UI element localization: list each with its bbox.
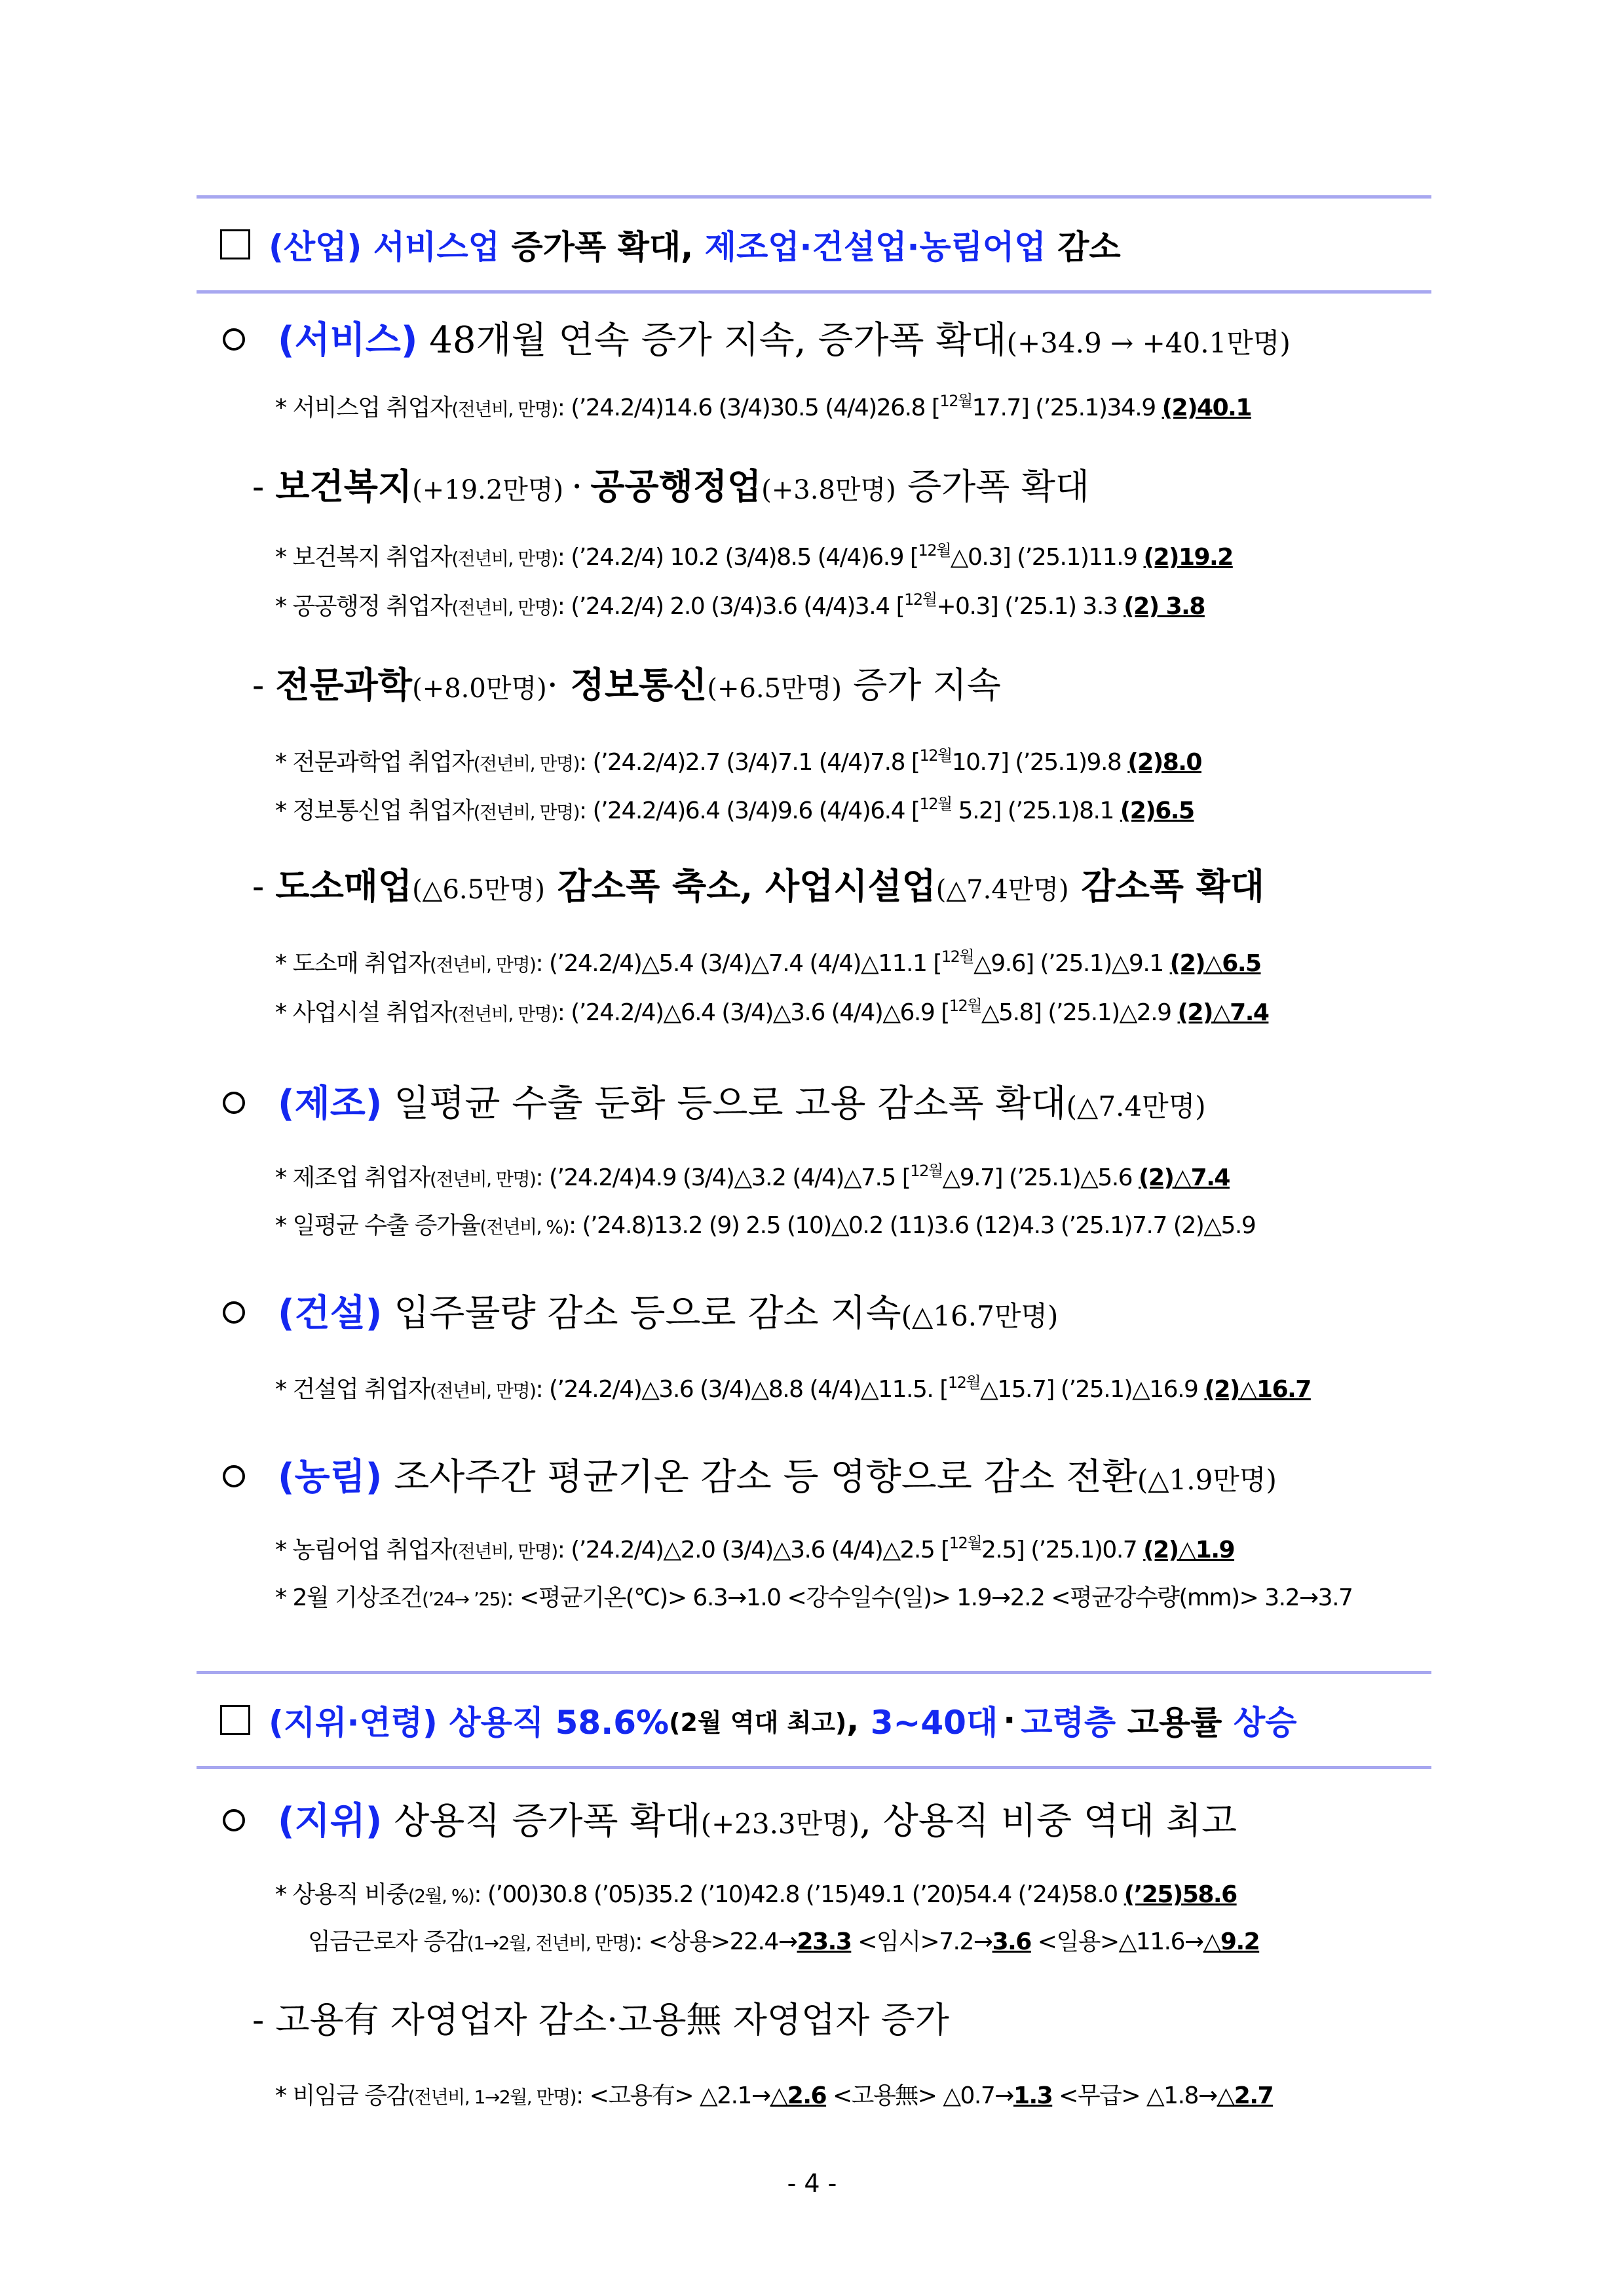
note-b: : (’24.2/4)△5.4 (3/4)△7.4 (4/4)△11.1 [ [535, 950, 941, 977]
bullet-services [223, 311, 1291, 364]
note-sup: 12월 [910, 1162, 943, 1180]
note-u3: △9.2 [1203, 1928, 1260, 1955]
note-c: 5.2] (’25.1)8.1 [951, 797, 1120, 824]
note-d: <무급> △1.8→ [1052, 2082, 1217, 2109]
text: 고용有 자영업자 감소·고용無 자영업자 증가 [275, 1999, 949, 2040]
note-b: : <상용>22.4→ [635, 1928, 797, 1955]
note-a: * 일평균 수출 증가율 [275, 1212, 480, 1239]
note-c: △9.7] (’25.1)△5.6 [942, 1164, 1139, 1191]
note-c: 17.7] (’25.1)34.9 [972, 394, 1162, 421]
bullet-status [223, 1792, 1237, 1845]
note-u: (2)△1.9 [1143, 1537, 1235, 1563]
note-s: (전년비, 만명) [430, 954, 536, 976]
note-facility [275, 993, 1268, 1027]
note-u: (2)△16.7 [1204, 1376, 1311, 1403]
note-a: * 서비스업 취업자 [275, 394, 452, 421]
header-tag: (지위·연령) [269, 1704, 438, 1742]
tag: (서비스) [278, 319, 418, 362]
note-services [275, 388, 1251, 423]
circle-bullet-icon [223, 1301, 245, 1324]
note-u: (2)△7.4 [1177, 999, 1269, 1026]
note-u2: 1.3 [1013, 2082, 1053, 2109]
note-s: (2월, %) [407, 1885, 474, 1907]
mid: · [571, 466, 583, 507]
note-a: * 건설업 취업자 [275, 1376, 430, 1403]
note-s: (전년비, 만명) [473, 753, 579, 775]
note-c: +0.3] (’25.1) 3.3 [936, 593, 1124, 620]
note-wholesale [275, 944, 1261, 978]
note-manufacturing [275, 1158, 1230, 1193]
dash: - [252, 664, 276, 706]
note-sup: 12월 [941, 947, 974, 966]
note-a: * 사업시설 취업자 [275, 999, 452, 1026]
note-professional [275, 742, 1201, 777]
note-sup: 12월 [949, 997, 981, 1015]
header-services: 서비스업 [373, 228, 500, 266]
p2: (△7.4만명) [935, 875, 1069, 905]
header-regular: 상용직 58.6% [437, 1704, 670, 1742]
note-a: * 2월 기상조건 [275, 1584, 423, 1611]
header-comma: , [846, 1701, 871, 1739]
note-s: (전년비, 1→2월, 만명) [407, 2086, 576, 2108]
note-b: : <고용有> △2.1→ [576, 2082, 770, 2109]
header-text-end: 감소 [1046, 228, 1121, 266]
note-a: * 공공행정 취업자 [275, 593, 452, 620]
note-u: (’25)58.6 [1124, 1881, 1237, 1908]
note-weather [275, 1579, 1352, 1613]
checkbox-square-icon [220, 1705, 250, 1735]
t1: 보건복지 [275, 465, 413, 507]
paren: (+23.3만명) [700, 1808, 860, 1840]
header-rate: 고용률 [1116, 1704, 1234, 1742]
text2: , 상용직 비중 역대 최고 [859, 1800, 1237, 1843]
note-a: * 제조업 취업자 [275, 1164, 430, 1191]
note-s: (전년비, 만명) [451, 1540, 557, 1562]
note-c: △15.7] (’25.1)△16.9 [980, 1376, 1205, 1403]
note-c: △0.3] (’25.1)11.9 [950, 544, 1144, 571]
paren: (+34.9 → +40.1만명) [1006, 327, 1291, 359]
tag: (농림) [278, 1456, 383, 1499]
note-non-wage [275, 2077, 1273, 2111]
header-elderly: 고령층 [1021, 1704, 1116, 1742]
note-u: (2)△6.5 [1169, 950, 1261, 977]
text: 일평균 수출 둔화 등으로 고용 감소폭 확대 [382, 1082, 1067, 1125]
note-s: (전년비, 만명) [451, 1003, 557, 1025]
tag: (지위) [278, 1800, 383, 1843]
t2: 감소폭 축소, 사업시설업 [544, 865, 936, 907]
note-b: : (’24.2/4)△3.6 (3/4)△8.8 (4/4)△11.5. [ [535, 1376, 948, 1403]
note-sup: 12월 [939, 392, 972, 410]
note-sup: 12월 [919, 795, 952, 813]
paren: (△1.9만명) [1137, 1464, 1277, 1496]
p2: (+3.8만명) [761, 475, 896, 505]
t3: 증가폭 확대 [896, 466, 1089, 507]
note-c: 2.5] (’25.1)0.7 [981, 1537, 1144, 1563]
note-u2: 3.6 [992, 1928, 1031, 1955]
tag: (제조) [278, 1082, 383, 1125]
note-u3: △2.7 [1217, 2082, 1274, 2109]
note-wage-workers [308, 1923, 1259, 1957]
tag: (건설) [278, 1292, 383, 1335]
p1: (△6.5만명) [412, 875, 545, 905]
header-decline-sectors: 제조업·건설업·농림어업 [704, 228, 1046, 266]
note-b: : (’24.2/4)2.7 (3/4)7.1 (4/4)7.8 [ [579, 749, 920, 776]
sub-self-employed [252, 1992, 949, 2042]
note-a: * 정보통신업 취업자 [275, 797, 474, 824]
paren: (△7.4만명) [1066, 1090, 1206, 1122]
note-sup: 12월 [919, 746, 952, 765]
note-u: (2)6.5 [1120, 797, 1194, 824]
note-sup: 12월 [904, 590, 937, 609]
checkbox-square-icon [220, 229, 250, 259]
t1: 전문과학 [275, 664, 413, 706]
p1: (+8.0만명) [412, 674, 547, 704]
header-tag: (산업) [269, 228, 362, 266]
note-s: (전년비, 만명) [451, 597, 557, 619]
note-sup: 12월 [949, 1534, 981, 1552]
circle-bullet-icon [223, 1809, 245, 1831]
note-b: : (’24.2/4)6.4 (3/4)9.6 (4/4)6.4 [ [579, 797, 920, 824]
p2: (+6.5만명) [707, 674, 842, 704]
note-health [275, 537, 1233, 572]
note-u: (2)△7.4 [1139, 1164, 1230, 1191]
note-d: <일용>△11.6→ [1030, 1928, 1203, 1955]
sub-health [252, 459, 1089, 509]
bullet-manufacturing [223, 1075, 1206, 1127]
note-b: : (’24.8)13.2 (9) 2.5 (10)△0.2 (11)3.6 (12)4.3 (’25.1)7.7 (2)△5.9 [568, 1212, 1256, 1239]
circle-bullet-icon [223, 1465, 245, 1487]
note-b: : (’00)30.8 (’05)35.2 (’10)42.8 (’15)49.1 (’20)54.4 (’24)58.0 [474, 1881, 1124, 1908]
note-a: * 보건복지 취업자 [275, 544, 452, 571]
dash: - [252, 466, 276, 507]
header-dot: · [1003, 1701, 1016, 1739]
note-c: <임시>7.2→ [851, 1928, 992, 1955]
note-a: * 전문과학업 취업자 [275, 749, 474, 776]
note-s: (1→2월, 전년비, 만명) [466, 1932, 635, 1954]
text: 조사주간 평균기온 감소 등 영향으로 감소 전환 [382, 1456, 1137, 1499]
note-s: (전년비, 만명) [451, 398, 557, 420]
note-b: : (’24.2/4) 2.0 (3/4)3.6 (4/4)3.4 [ [557, 593, 905, 620]
note-c: <고용無> △0.7→ [826, 2082, 1013, 2109]
note-a: * 상용직 비중 [275, 1881, 408, 1908]
note-public [275, 586, 1205, 621]
note-s: (전년비, 만명) [451, 548, 557, 569]
header-text: 증가폭 확대, [499, 228, 705, 266]
text: 입주물량 감소 등으로 감소 지속 [382, 1292, 901, 1335]
note-u: (2)19.2 [1143, 544, 1233, 571]
note-s: (전년비, 만명) [473, 801, 579, 823]
t3: 증가 지속 [841, 664, 1001, 706]
note-sup: 12월 [947, 1373, 981, 1392]
dash: - [252, 1999, 276, 2040]
paren: (△16.7만명) [901, 1300, 1059, 1332]
circle-bullet-icon [223, 328, 245, 351]
t3: 감소폭 확대 [1068, 865, 1265, 907]
sub-wholesale [252, 858, 1264, 909]
note-b: : <평균기온(℃)> 6.3→1.0 <강수일수(일)> 1.9→2.2 <평균강수량(mm)> 3.2→3.7 [506, 1584, 1353, 1611]
t1: 도소매업 [275, 865, 413, 907]
note-regular-share [275, 1876, 1237, 1909]
note-a: 임금근로자 증감 [308, 1928, 467, 1955]
sub-professional [252, 657, 1001, 708]
bullet-agriculture [223, 1448, 1277, 1501]
note-b: : (’24.2/4)14.6 (3/4)30.5 (4/4)26.8 [ [557, 394, 940, 421]
page-number: - 4 - [787, 2169, 837, 2198]
note-exports [275, 1207, 1255, 1240]
note-a: * 비임금 증감 [275, 2082, 408, 2109]
t2: 정보통신 [557, 664, 708, 706]
note-u: (2)8.0 [1127, 749, 1201, 776]
note-agriculture [275, 1530, 1234, 1565]
note-s: (’24→ ’25) [422, 1588, 506, 1610]
note-info [275, 791, 1194, 826]
header-note: (2월 역대 최고) [669, 1708, 847, 1737]
note-c: △5.8] (’25.1)△2.9 [981, 999, 1178, 1026]
note-s: (전년비, 만명) [430, 1168, 536, 1190]
note-b: : (’24.2/4) 10.2 (3/4)8.5 (4/4)6.9 [ [557, 544, 918, 571]
circle-bullet-icon [223, 1092, 245, 1114]
note-u: (2) 3.8 [1124, 593, 1205, 620]
bullet-construction [223, 1284, 1058, 1337]
t2: 공공행정업 [590, 465, 762, 507]
section-header-status-age [197, 1671, 1431, 1769]
note-b: : (’24.2/4)4.9 (3/4)△3.2 (4/4)△7.5 [ [535, 1164, 911, 1191]
section-header-industry [197, 195, 1431, 294]
text: 48개월 연속 증가 지속, 증가폭 확대 [417, 319, 1007, 362]
note-u: (2)40.1 [1161, 394, 1251, 421]
note-sup: 12월 [918, 541, 951, 560]
note-b: : (’24.2/4)△6.4 (3/4)△3.6 (4/4)△6.9 [ [557, 999, 949, 1026]
note-c: △9.6] (’25.1)△9.1 [973, 950, 1170, 977]
note-u1: △2.6 [770, 2082, 827, 2109]
note-s: (전년비, %) [480, 1216, 569, 1238]
p1: (+19.2만명) [412, 475, 564, 505]
dash: - [252, 866, 276, 907]
note-a: * 농림어업 취업자 [275, 1537, 452, 1563]
note-c: 10.7] (’25.1)9.8 [951, 749, 1128, 776]
text: 상용직 증가폭 확대 [382, 1800, 701, 1843]
header-rise: 상승 [1233, 1704, 1297, 1742]
note-u1: 23.3 [797, 1928, 852, 1955]
mid: · [546, 664, 558, 706]
note-a: * 도소매 취업자 [275, 950, 430, 977]
note-s: (전년비, 만명) [430, 1380, 536, 1402]
note-b: : (’24.2/4)△2.0 (3/4)△3.6 (4/4)△2.5 [ [557, 1537, 949, 1563]
header-ages: 3~40대 [870, 1704, 998, 1742]
note-construction [275, 1369, 1311, 1404]
